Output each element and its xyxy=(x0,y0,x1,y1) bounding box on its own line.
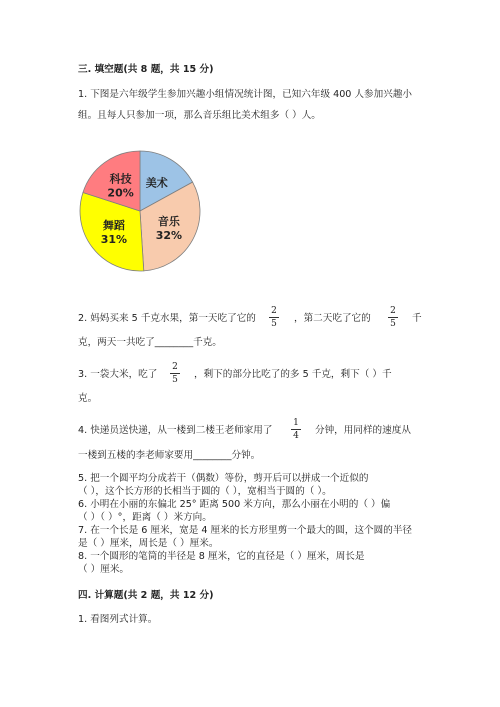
q3-fraction-numerator: 2 xyxy=(172,362,178,372)
q8-line2: （ ）厘米。 xyxy=(78,564,130,575)
q2-fraction-2 xyxy=(387,306,399,329)
q2-fraction-2-denominator: 5 xyxy=(390,319,396,329)
pie-percent-3: 20% xyxy=(107,186,134,200)
q1-line1: 1. 下图是六年级学生参加兴趣小组情况统计图，已知六年级 400 人参加兴趣小 xyxy=(78,89,413,100)
q2-fraction-1-numerator: 2 xyxy=(271,306,277,316)
q8-line1: 8. 一个圆形的笔筒的半径是 8 厘米，它的直径是（ ）厘米，周长是 xyxy=(78,551,365,562)
q2-line1-b: ，第二天吃了它的 xyxy=(294,313,371,324)
section4-heading: 四. 计算题(共 2 题，共 12 分) xyxy=(78,590,214,601)
q3-fraction xyxy=(169,362,181,385)
q4-line2: 一楼到五楼的李老师家要用________分钟。 xyxy=(78,450,261,461)
q2-fraction-1-denominator: 5 xyxy=(271,319,277,329)
fraction-bar xyxy=(269,317,279,318)
q7-line1: 7. 在一个长是 6 厘米，宽是 4 厘米的长方形里剪一个最大的圆，这个圆的半径 xyxy=(78,525,413,536)
q1-line2: 组。且每人只参加一项，那么音乐组比美术组多（ ）人。 xyxy=(78,110,321,121)
q2-fraction-2-numerator: 2 xyxy=(390,306,396,316)
pie-percent-2: 31% xyxy=(100,233,128,247)
q4-fraction-denominator: 4 xyxy=(293,431,299,441)
q5-line2: （ ），这个长方形的长相当于圆的（ ），宽相当于圆的（ ）。 xyxy=(78,486,332,497)
q6-line1: 6. 小明在小丽的东偏北 25° 距离 500 米方向，那么小丽在小明的（ ）偏 xyxy=(78,499,391,510)
q4-fraction-numerator: 1 xyxy=(293,418,299,428)
section3-heading: 三. 填空题(共 8 题，共 15 分) xyxy=(78,64,214,75)
pie-label-2: 舞蹈 xyxy=(102,219,125,233)
q4-text-b: 分钟，用同样的速度从 xyxy=(315,425,411,436)
pie-percent-1: 32% xyxy=(155,228,183,242)
pie-label-1: 音乐 xyxy=(157,214,180,228)
pie-label-3: 科技 xyxy=(109,172,132,186)
pie-chart xyxy=(77,148,203,274)
q3-fraction-denominator: 5 xyxy=(172,375,178,385)
q3-text-b: ，剩下的部分比吃了的多 5 千克，剩下（ ）千 xyxy=(194,369,392,380)
fraction-bar xyxy=(170,373,180,374)
q6-line2: （ ）（ ）°，距离（ ）米方向。 xyxy=(78,512,212,523)
q7-line2: 是（ ）厘米，周长是（ ）厘米。 xyxy=(78,538,219,549)
section4-q1: 1. 看图列式计算。 xyxy=(78,614,158,625)
pie-label-0: 美术 xyxy=(145,176,168,190)
fraction-bar xyxy=(388,317,398,318)
q2-line1-c: 千 xyxy=(412,313,422,324)
q3-line2: 克。 xyxy=(78,393,98,404)
fraction-bar xyxy=(291,429,301,430)
q3-text-a: 3. 一袋大米，吃了 xyxy=(78,369,158,380)
q2-line2: 克，两天一共吃了________千克。 xyxy=(78,337,222,348)
q4-fraction xyxy=(290,418,302,441)
q5-line1: 5. 把一个圆平均分成若干（偶数）等份，剪开后可以拼成一个近似的 xyxy=(78,473,369,484)
q2-line1-a: 2. 妈妈买来 5 千克水果，第一天吃了它的 xyxy=(78,313,256,324)
q4-text-a: 4. 快递员送快递，从一楼到二楼王老师家用了 xyxy=(78,425,273,436)
q2-fraction-1 xyxy=(268,306,280,329)
